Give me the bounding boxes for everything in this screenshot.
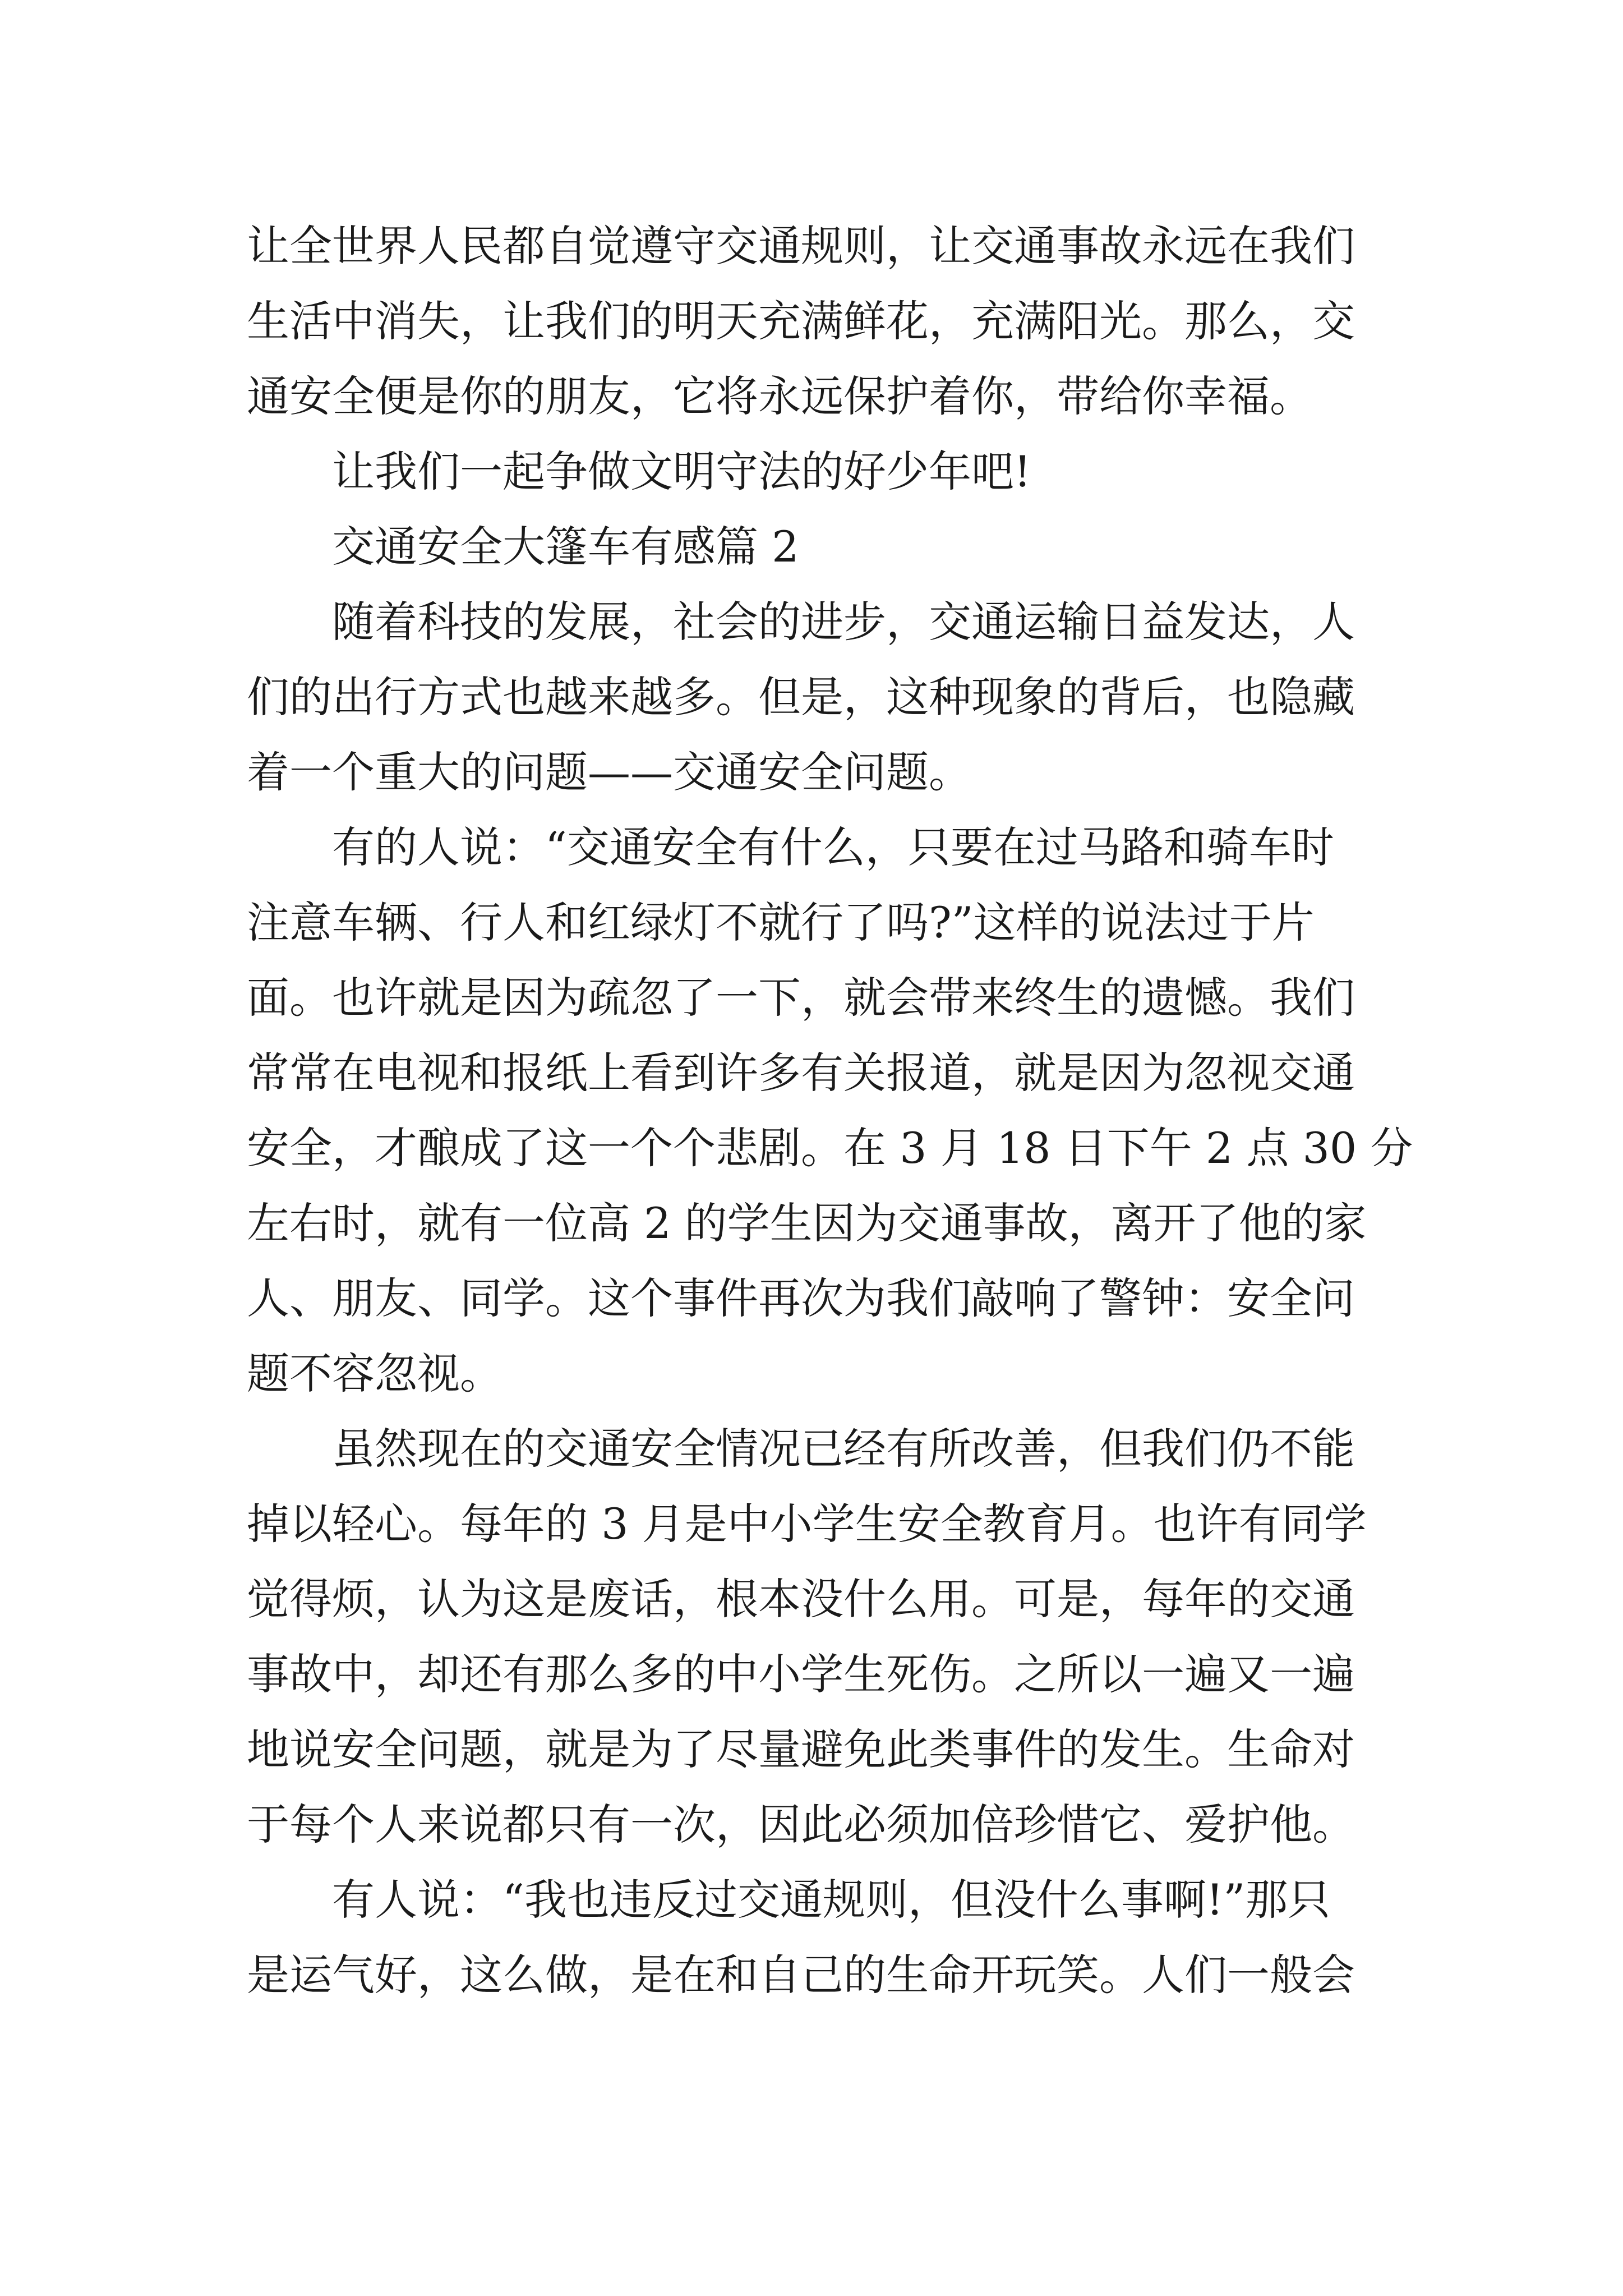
text-line: 事故中，却还有那么多的中小学生死伤。之所以一遍又一遍 (247, 1649, 1355, 1699)
text-line: 是运气好，这么做，是在和自己的生命开玩笑。人们一般会 (247, 1950, 1355, 2000)
text-line: 常常在电视和报纸上看到许多有关报道，就是因为忽视交通 (247, 1048, 1355, 1098)
text-line: 掉以轻心。每年的 3 月是中小学生安全教育月。也许有同学 (247, 1499, 1367, 1549)
text-line: 着一个重大的问题——交通安全问题。 (247, 747, 971, 797)
text-line: 随着科技的发展，社会的进步，交通运输日益发达，人 (332, 597, 1355, 647)
text-line: 地说安全问题，就是为了尽量避免此类事件的发生。生命对 (247, 1724, 1355, 1774)
text-line: 通安全便是你的朋友，它将永远保护着你，带给你幸福。 (247, 371, 1312, 421)
text-line: 让我们一起争做文明守法的好少年吧! (332, 447, 1031, 496)
text-line: 有的人说：“交通安全有什么，只要在过马路和骑车时 (332, 822, 1334, 872)
text-line: 题不容忽视。 (247, 1349, 502, 1398)
text-line: 于每个人来说都只有一次，因此必须加倍珍惜它、爱护他。 (247, 1800, 1355, 1849)
text-line: 虽然现在的交通安全情况已经有所改善，但我们仍不能 (332, 1424, 1355, 1474)
text-line: 觉得烦，认为这是废话，根本没什么用。可是，每年的交通 (247, 1574, 1355, 1624)
text-line: 有人说：“我也违反过交通规则，但没什么事啊!”那只 (332, 1875, 1331, 1925)
text-line: 让全世界人民都自觉遵守交通规则，让交通事故永远在我们 (247, 221, 1355, 271)
text-line: 注意车辆、行人和红绿灯不就行了吗?”这样的说法过于片 (247, 898, 1315, 947)
text-line: 安全，才酿成了这一个个悲剧。在 3 月 18 日下午 2 点 30 分 (247, 1123, 1413, 1173)
text-line: 人、朋友、同学。这个事件再次为我们敲响了警钟：安全问 (247, 1273, 1355, 1323)
document-body (247, 209, 1413, 2013)
text-line: 生活中消失，让我们的明天充满鲜花，充满阳光。那么，交 (247, 296, 1355, 346)
text-line: 左右时，就有一位高 2 的学生因为交通事故，离开了他的家 (247, 1198, 1367, 1248)
section-heading: 交通安全大篷车有感篇 2 (332, 522, 799, 572)
text-line: 面。也许就是因为疏忽了一下，就会带来终生的遗憾。我们 (247, 973, 1355, 1023)
text-line: 们的出行方式也越来越多。但是，这种现象的背后，也隐藏 (247, 672, 1355, 722)
